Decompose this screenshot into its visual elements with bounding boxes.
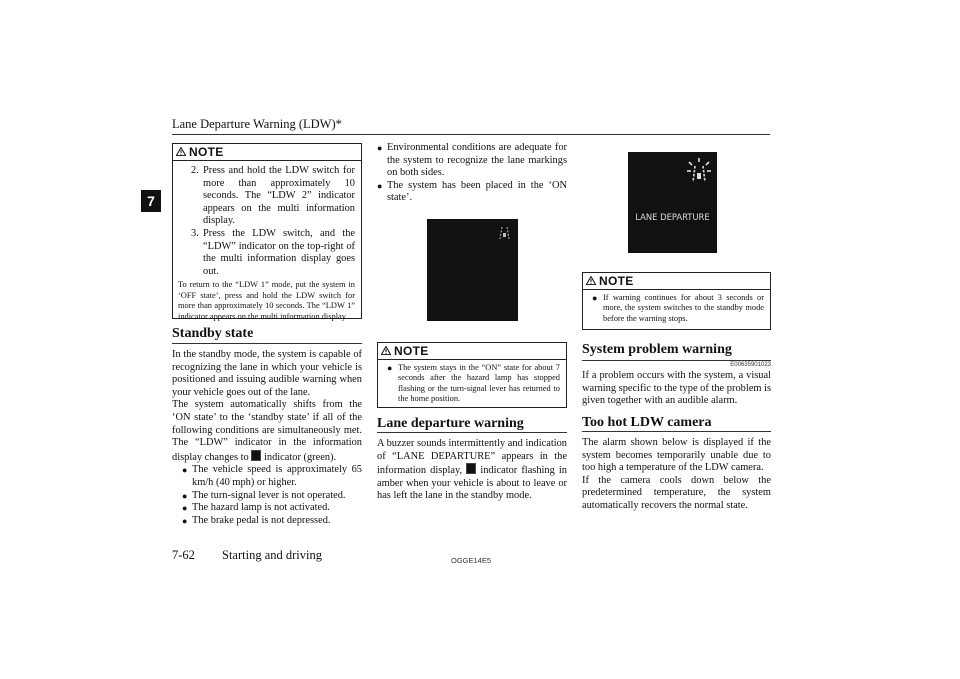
- list-item: ● The turn-signal lever is not operated.: [182, 489, 346, 501]
- list-item: ● The system stays in the “ON” state for about 7 seconds after the hazard lamp has stopped flashing or the turn-signal lever has returned to the home position.: [387, 363, 560, 404]
- bullet-text: Environmental conditions are adequate for the system to recognize the lane markings on both sides.: [387, 142, 567, 179]
- heading-lane-departure-warning: Lane departure warning: [377, 416, 524, 431]
- footer-section: Starting and driving: [222, 548, 322, 562]
- bullet-text: The brake pedal is not depressed.: [192, 514, 331, 526]
- list-item: ● The hazard lamp is not activated.: [182, 502, 330, 514]
- lane-departure-text-end: indicator flashing in amber when your vehicle is about to leave or has left the lane in the standby mode.: [377, 465, 567, 502]
- standby-paragraph-1: In the standby mode, the system is capable of recognizing the lane in which your vehicle is positioned and issuing audible warning when your vehicle goes out of the lane.: [172, 349, 362, 398]
- list-item: ● The vehicle speed is approximately 65 km/h (40 mph) or higher.: [182, 464, 362, 488]
- lane-indicator-icon: [499, 226, 510, 240]
- standby-paragraph-2-end: indicator (green).: [263, 451, 337, 463]
- heading-rule: [582, 360, 771, 361]
- note-label: NOTE: [394, 344, 429, 358]
- lane-departure-warning-icon: [684, 156, 714, 186]
- note-text: The system stays in the “ON” state for about 7 seconds after the hazard lamp has stopped flashing or the turn-signal lever has returned to the home position.: [398, 363, 560, 404]
- note-small-text: To return to the “LDW 1” mode, put the system in ‘OFF state’, press and hold the LDW switch for more than approximately 10 seconds. The “LDW 1” indicator appears on the multi information display.: [178, 280, 355, 321]
- note-header: [378, 343, 566, 360]
- header-rule: [172, 134, 770, 135]
- note-box-on-state: [377, 342, 567, 408]
- note-label: NOTE: [599, 274, 634, 288]
- step-text: Press the LDW switch, and the “LDW” indicator on the top-right of the multi information display goes out.: [203, 227, 355, 277]
- display-image-on-state: [427, 219, 518, 321]
- warning-triangle-icon: [381, 346, 391, 355]
- step-number: 3.: [191, 227, 199, 239]
- heading-rule: [582, 431, 771, 432]
- list-item: ● If warning continues for about 3 seconds or more, the system switches to the standby mode before the warning stops.: [592, 293, 764, 323]
- step-text: Press and hold the LDW switch for more than approximately 10 seconds. The “LDW 2” indicator appears on the multi information display.: [203, 165, 355, 227]
- note-box-standby: [582, 272, 771, 330]
- hot-paragraph-1: The alarm shown below is displayed if the system becomes temporarily unable due to too high a temperature of the LDW camera.: [582, 437, 771, 474]
- page-header-title: Lane Departure Warning (LDW)*: [172, 117, 342, 131]
- note-header: [173, 144, 361, 161]
- standby-paragraph-2-text: The system automatically shifts from the ‘ON state’ to the ‘standby state’ if all of the following conditions are simultaneously met. The “LDW” indicator in the information display changes to: [172, 399, 362, 463]
- lane-indicator-icon: [466, 463, 476, 474]
- list-item: ● The system has been placed in the ‘ON state’.: [377, 179, 567, 204]
- list-item: ● Environmental conditions are adequate for the system to recognize the lane markings on both sides.: [377, 142, 567, 179]
- standby-paragraph-2: [172, 399, 362, 464]
- bullet-text: The turn-signal lever is not operated.: [192, 489, 346, 501]
- problem-paragraph: If a problem occurs with the system, a visual warning specific to the type of the problem is given together with an audible alarm.: [582, 370, 771, 407]
- lane-departure-text: A buzzer sounds intermittently and indication of “LANE DEPARTURE” appears in the information display,: [377, 438, 567, 477]
- screen-text: LANE DEPARTURE: [635, 212, 710, 222]
- bullet-text: The vehicle speed is approximately 65 km/h (40 mph) or higher.: [192, 464, 362, 488]
- heading-standby-state: Standby state: [172, 326, 254, 341]
- bullet-text: The system has been placed in the ‘ON state’.: [387, 179, 567, 204]
- chapter-tab: 7: [141, 190, 161, 212]
- note-text: If warning continues for about 3 seconds or more, the system switches to the standby mode before the warning stops.: [603, 293, 764, 323]
- page-number: 7-62: [172, 548, 195, 562]
- warning-triangle-icon: [586, 276, 596, 285]
- note-box-steps: [172, 143, 362, 319]
- heading-rule: [377, 432, 567, 433]
- display-image-lane-departure: [628, 152, 717, 253]
- warning-triangle-icon: [176, 147, 186, 156]
- lane-indicator-icon: [251, 450, 261, 461]
- note-header: [583, 273, 770, 290]
- hot-paragraph-2: If the camera cools down below the predetermined temperature, the system automatically recovers the normal state.: [582, 474, 771, 511]
- note-step: [191, 165, 355, 228]
- heading-too-hot-ldw-camera: Too hot LDW camera: [582, 415, 712, 430]
- list-item: ● The brake pedal is not depressed.: [182, 514, 331, 526]
- section-code: E00635901023: [730, 362, 771, 368]
- heading-rule: [172, 343, 362, 344]
- note-step: [191, 228, 355, 278]
- note-label: NOTE: [189, 145, 224, 159]
- lane-departure-paragraph: [377, 438, 567, 503]
- step-number: 2.: [191, 165, 199, 176]
- footer-code: OGGE14E5: [451, 556, 492, 565]
- bullet-text: The hazard lamp is not activated.: [192, 502, 330, 514]
- heading-system-problem-warning: System problem warning: [582, 342, 732, 357]
